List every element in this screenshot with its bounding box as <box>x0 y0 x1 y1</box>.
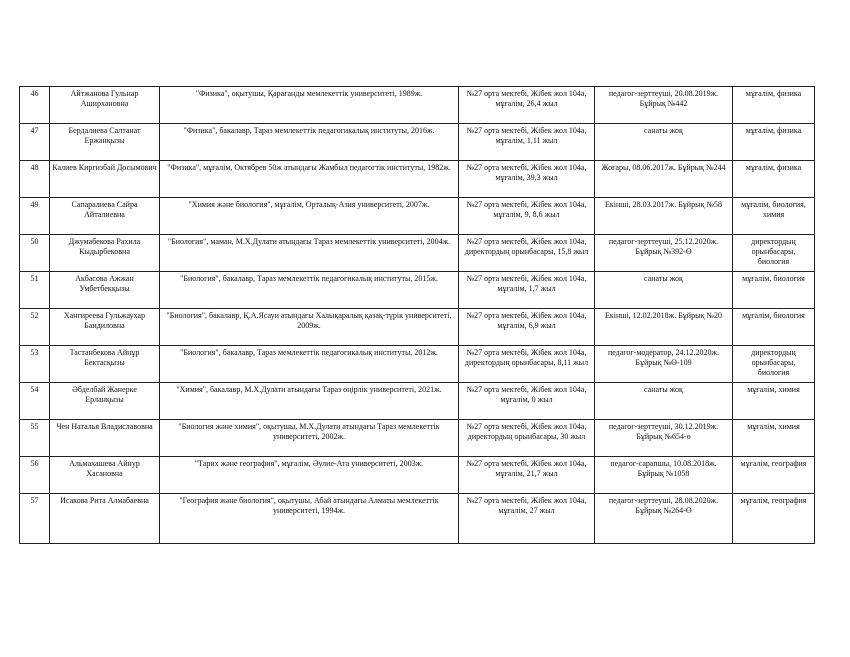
education-cell: "Химия", бакалавр, М.Х.Дулати атындағы Тараз өңірлік университеті, 2021ж. <box>160 383 459 420</box>
position-cell: мұғалім, химия <box>733 420 815 457</box>
table-row <box>20 494 815 544</box>
position-cell: мұғалім, география <box>733 494 815 544</box>
row-number: 49 <box>20 198 50 235</box>
teacher-name: Исакова Рита Алмабаевна <box>50 494 160 544</box>
workplace-cell: №27 орта мектебі, Жібек жол 104а, мұғалім, 27 жыл <box>459 494 595 544</box>
position-cell: директордың орынбасары, биология <box>733 346 815 383</box>
teacher-name: Альмахашева Айнур Хасановна <box>50 457 160 494</box>
education-cell: "Тарих және география", мұғалім, Әулие-Ата университеті, 2003ж. <box>160 457 459 494</box>
teacher-name: Әбделбай Жанерке Ерланқызы <box>50 383 160 420</box>
workplace-cell: №27 орта мектебі, Жібек жол 104а, мұғалім, 9, 8,6 жыл <box>459 198 595 235</box>
education-cell: "Биология", бакалавр, Қ.А.Ясауи атындағы Халықаралық қазақ-түрік университеті, 2009ж. <box>160 309 459 346</box>
category-cell: педагог-зерттеуші, 28.08.2020ж. Бұйрық №264-Ө <box>595 494 733 544</box>
teacher-name: Хангиреева Гульжаухар Баидиловна <box>50 309 160 346</box>
category-cell: педагог-сарапшы, 10.08.2018ж. Бұйрық №1058 <box>595 457 733 494</box>
position-cell: мұғалім, биология, химия <box>733 198 815 235</box>
education-cell: "Биология", бакалавр, Тараз мемлекеттік педагогикалық институты, 2015ж. <box>160 272 459 309</box>
teacher-name: Сапаралиева Сайра Айталиевна <box>50 198 160 235</box>
table-row <box>20 161 815 198</box>
table-row <box>20 457 815 494</box>
table-row <box>20 198 815 235</box>
category-cell: санаты жоқ <box>595 124 733 161</box>
position-cell: мұғалім, география <box>733 457 815 494</box>
workplace-cell: №27 орта мектебі, Жібек жол 104а, директордың орынбасары, 8,11 жыл <box>459 346 595 383</box>
teacher-name: Бердалиева Салтанат Ержанқызы <box>50 124 160 161</box>
teacher-name: Айтжанова Гульнар Аширхановна <box>50 87 160 124</box>
workplace-cell: №27 орта мектебі, Жібек жол 104а, мұғалім, 1,11 жыл <box>459 124 595 161</box>
category-cell: Жоғары, 08.06.2017ж. Бұйрық №244 <box>595 161 733 198</box>
position-cell: мұғалім, биология <box>733 309 815 346</box>
category-cell: санаты жоқ <box>595 383 733 420</box>
position-cell: директордың орынбасары, биология <box>733 235 815 272</box>
staff-table-body <box>20 87 815 544</box>
workplace-cell: №27 орта мектебі, Жібек жол 104а, директордың орынбасары, 15,8 жыл <box>459 235 595 272</box>
education-cell: "География және биология", оқытушы, Абай атындағы Алматы мемлекеттік университеті, 1994ж. <box>160 494 459 544</box>
workplace-cell: №27 орта мектебі, Жібек жол 104а, мұғалім, 26,4 жыл <box>459 87 595 124</box>
staff-table <box>19 86 815 544</box>
education-cell: "Химия және биология", мұғалім, Орталық-Азия университеті, 2007ж. <box>160 198 459 235</box>
education-cell: "Физика", бакалавр, Тараз мемлекеттік педагогикалық институты, 2016ж. <box>160 124 459 161</box>
workplace-cell: №27 орта мектебі, Жібек жол 104а, мұғалім, 39,3 жыл <box>459 161 595 198</box>
table-row <box>20 346 815 383</box>
workplace-cell: №27 орта мектебі, Жібек жол 104а, мұғалім, 6,9 жыл <box>459 309 595 346</box>
category-cell: педагог-зерттеуші, 30.12.2019ж. Бұйрық №654-ө <box>595 420 733 457</box>
position-cell: мұғалім, физика <box>733 87 815 124</box>
position-cell: мұғалім, биология <box>733 272 815 309</box>
teacher-name: Тастанбекова Айнұр Бектасқызы <box>50 346 160 383</box>
education-cell: "Физика", мұғалім, Октябрев 50ж атындағы Жамбыл педагогтік институты, 1982ж. <box>160 161 459 198</box>
row-number: 53 <box>20 346 50 383</box>
table-row <box>20 420 815 457</box>
education-cell: "Биология және химия", оқытушы, М.Х.Дулати атындағы Тараз мемлекеттік университеті, 2002ж. <box>160 420 459 457</box>
position-cell: мұғалім, химия <box>733 383 815 420</box>
row-number: 50 <box>20 235 50 272</box>
workplace-cell: №27 орта мектебі, Жібек жол 104а, директордың орынбасары, 30 жыл <box>459 420 595 457</box>
table-row <box>20 235 815 272</box>
table-row <box>20 272 815 309</box>
teacher-name: Акбасова Ажжан Умбетбекқызы <box>50 272 160 309</box>
position-cell: мұғалім, физика <box>733 161 815 198</box>
category-cell: педагог-модератор, 24.12.2020ж. Бұйрық №Ө-109 <box>595 346 733 383</box>
row-number: 56 <box>20 457 50 494</box>
row-number: 55 <box>20 420 50 457</box>
education-cell: "Физика", оқытушы, Қарағанды мемлекеттік университеті, 1989ж. <box>160 87 459 124</box>
row-number: 52 <box>20 309 50 346</box>
table-row <box>20 309 815 346</box>
education-cell: "Биология", бакалавр, Тараз мемлекеттік педагогикалық институты, 2012ж. <box>160 346 459 383</box>
teacher-name: Чен Наталья Владиславовна <box>50 420 160 457</box>
education-cell: "Биология", маман, М.Х.Дулати атындағы Тараз мемлекеттік университеті, 2004ж. <box>160 235 459 272</box>
table-row <box>20 383 815 420</box>
teacher-name: Калиев Киргизбай Досымович <box>50 161 160 198</box>
workplace-cell: №27 орта мектебі, Жібек жол 104а, мұғалім, 1,7 жыл <box>459 272 595 309</box>
row-number: 46 <box>20 87 50 124</box>
row-number: 57 <box>20 494 50 544</box>
row-number: 54 <box>20 383 50 420</box>
category-cell: педагог-зерттеуші, 25.12.2020ж. Бұйрық №392-Ө <box>595 235 733 272</box>
row-number: 47 <box>20 124 50 161</box>
category-cell: педагог-зерттеуші, 20.08.2019ж. Бұйрық №442 <box>595 87 733 124</box>
workplace-cell: №27 орта мектебі, Жібек жол 104а, мұғалім, 21,7 жыл <box>459 457 595 494</box>
position-cell: мұғалім, физика <box>733 124 815 161</box>
category-cell: Екінші, 12.02.2018ж. Бұйрық №20 <box>595 309 733 346</box>
category-cell: Екінші, 28.03.2017ж. Бұйрық №58 <box>595 198 733 235</box>
table-row <box>20 87 815 124</box>
table-row <box>20 124 815 161</box>
row-number: 51 <box>20 272 50 309</box>
teacher-name: Джумабекова Рахила Кыдырбековна <box>50 235 160 272</box>
category-cell: санаты жоқ <box>595 272 733 309</box>
row-number: 48 <box>20 161 50 198</box>
workplace-cell: №27 орта мектебі, Жібек жол 104а, мұғалім, 0 жыл <box>459 383 595 420</box>
